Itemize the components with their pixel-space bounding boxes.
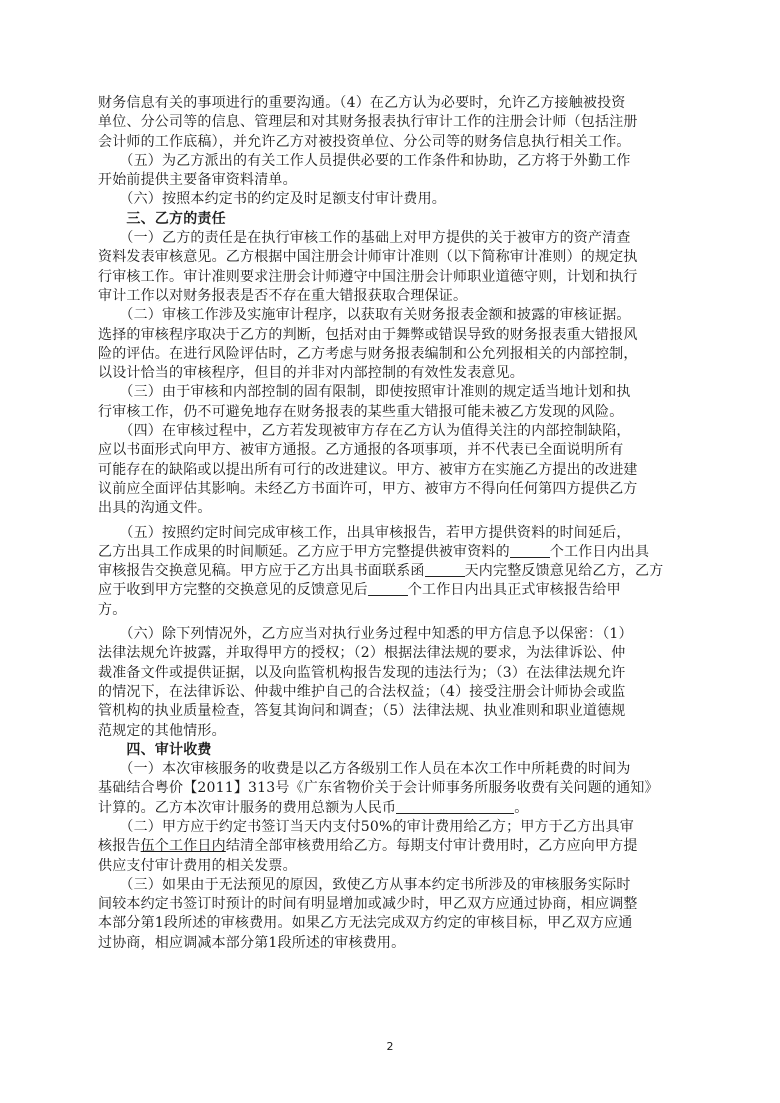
text-line: 议前应全面评估其影响。未经乙方书面许可，甲方、被审方不得向任何第四方提供乙方 <box>98 480 638 497</box>
text-line: 供应支付审计费用的相关发票。 <box>98 857 297 874</box>
text-line: 间较本约定书签订时预计的时间有明显增加或减少时，甲乙双方应通过协商，相应调整 <box>98 896 638 913</box>
text-line: （六）按照本约定书的约定及时足额支付审计费用。 <box>98 191 446 208</box>
text-line: （三）如果由于无法预见的原因，致使乙方从事本约定书所涉及的审核服务实际时 <box>98 876 631 893</box>
text-line: 审计工作以对财务报表是否不存在重大错报获取合理保证。 <box>98 287 468 304</box>
section-heading-audit-fees: 四、审计收费 <box>98 741 212 758</box>
text-line: 方。 <box>98 601 127 618</box>
text-line: 基础结合粤价【2011】313号《广东省物价关于会计师事务所服务收费有关问题的通知》 <box>98 780 659 797</box>
text-line: 财务信息有关的事项进行的重要沟通。（4）在乙方认为必要时，允许乙方接触被投资 <box>98 95 626 111</box>
text-line: 可能存在的缺陷或以提出所有可行的改进建议。甲方、被审方在实施乙方提出的改进建 <box>98 461 638 478</box>
text-line: 会计师的工作底稿），并允许乙方对被投资单位、分公司等的财务信息执行相关工作。 <box>98 133 631 150</box>
text-segment: 核报告 <box>98 838 141 855</box>
text-segment: 个工作日内出具 <box>549 543 650 560</box>
text-segment: 。 <box>514 799 529 816</box>
fill-in-blank[interactable] <box>368 581 408 596</box>
text-line: 出具的沟通文件。 <box>98 500 212 517</box>
section-heading-party-b-responsibility: 三、乙方的责任 <box>98 210 226 227</box>
text-line-with-blank <box>98 543 700 562</box>
text-line: 法律法规允许披露，并取得甲方的授权；（2）根据法律法规的要求，为法律诉讼、仲 <box>98 645 626 662</box>
text-line: （四）在审核过程中，乙方若发现被审方存在乙方认为值得关注的内部控制缺陷， <box>98 423 631 440</box>
text-line: 应以书面形式向甲方、被审方通报。乙方通报的各项事项，并不代表已全面说明所有 <box>98 442 624 459</box>
text-line: 选择的审核程序取决于乙方的判断，包括对由于舞弊或错误导致的财务报表重大错报风 <box>98 326 638 343</box>
underlined-term: 伍个工作日内 <box>140 838 226 855</box>
text-line: （五）按照约定时间完成审核工作，出具审核报告，若甲方提供资料的时间延后， <box>98 524 631 541</box>
text-line: （五）为乙方派出的有关工作人员提供必要的工作条件和协助，乙方将于外勤工作 <box>98 152 631 169</box>
text-line: 开始前提供主要备审资料清单。 <box>98 172 297 189</box>
text-segment: 计算的。乙方本次审计服务的费用总额为人民币 <box>98 799 397 816</box>
fill-in-blank[interactable] <box>510 543 550 558</box>
text-segment: 应于收到甲方完整的交换意见的反馈意见后 <box>98 582 368 599</box>
page-number: 2 <box>386 1040 394 1053</box>
text-line: （三）由于审核和内部控制的固有限制，即使按照审计准则的规定适当地计划和执 <box>98 384 631 401</box>
text-line: 险的评估。在进行风险评估时，乙方考虑与财务报表编制和公允列报相关的内部控制， <box>98 345 638 362</box>
text-line: 行审核工作。审计准则要求注册会计师遵守中国注册会计师职业道德守则，计划和执行 <box>98 268 638 285</box>
text-segment: 乙方出具工作成果的时间顺延。乙方应于甲方完整提供被审资料的 <box>98 543 510 560</box>
text-line-with-blank <box>98 799 700 818</box>
text-line: 范规定的其他情形。 <box>98 722 226 739</box>
text-segment: 结清全部审核费用给乙方。每期支付审计费用时，乙方应向甲方提 <box>225 838 638 855</box>
text-segment: 审核报告交换意见稿。甲方应于乙方出具书面联系函 <box>98 563 425 580</box>
text-line: （一）乙方的责任是在执行审核工作的基础上对甲方提供的关于被审方的资产清查 <box>98 230 631 247</box>
text-line-with-blank <box>98 581 700 600</box>
text-line: 的情况下，在法律诉讼、仲裁中维护自己的合法权益；（4）接受注册会计师协会或监 <box>98 683 626 700</box>
text-segment: 天内完整反馈意见给乙方，乙方 <box>464 563 664 580</box>
text-line: 以设计恰当的审核程序，但目的并非对内部控制的有效性发表意见。 <box>98 365 524 382</box>
text-segment: 个工作日内出具正式审核报告给甲 <box>407 582 621 599</box>
text-line <box>98 837 700 856</box>
text-line: 本部分第1段所述的审核费用。如果乙方无法完成双方约定的审核目标，甲乙双方应通 <box>98 915 633 932</box>
text-line: （六）除下列情况外，乙方应当对执行业务过程中知悉的甲方信息予以保密：（1） <box>98 626 633 643</box>
text-line-with-blank <box>98 562 700 581</box>
fill-in-blank[interactable] <box>425 562 465 577</box>
text-line: 行审核工作，仍不可避免地存在财务报表的某些重大错报可能未被乙方发现的风险。 <box>98 403 624 420</box>
text-line: （一）本次审核服务的收费是以乙方各级别工作人员在本次工作中所耗费的时间为 <box>98 761 631 778</box>
text-line: （二）审核工作涉及实施审计程序，以获取有关财务报表金额和披露的审核证据。 <box>98 307 631 324</box>
text-line: 裁准备文件或提供证据，以及向监管机构报告发现的违法行为；（3）在法律法规允许 <box>98 664 626 681</box>
fee-amount-blank[interactable] <box>396 799 514 814</box>
text-line: 过协商，相应调减本部分第1段所述的审核费用。 <box>98 934 406 951</box>
text-line: （二）甲方应于约定书签订当天内支付50%的审计费用给乙方；甲方于乙方出具审 <box>98 818 634 835</box>
text-line: 管机构的执业质量检查，答复其询问和调查；（5）法律法规、执业准则和职业道德规 <box>98 703 626 720</box>
text-line: 资料发表审核意见。乙方根据中国注册会计师审计准则（以下简称审计准则）的规定执 <box>98 249 638 266</box>
text-line: 单位、分公司等的信息、管理层和对其财务报表执行审计工作的注册会计师（包括注册 <box>98 114 638 131</box>
